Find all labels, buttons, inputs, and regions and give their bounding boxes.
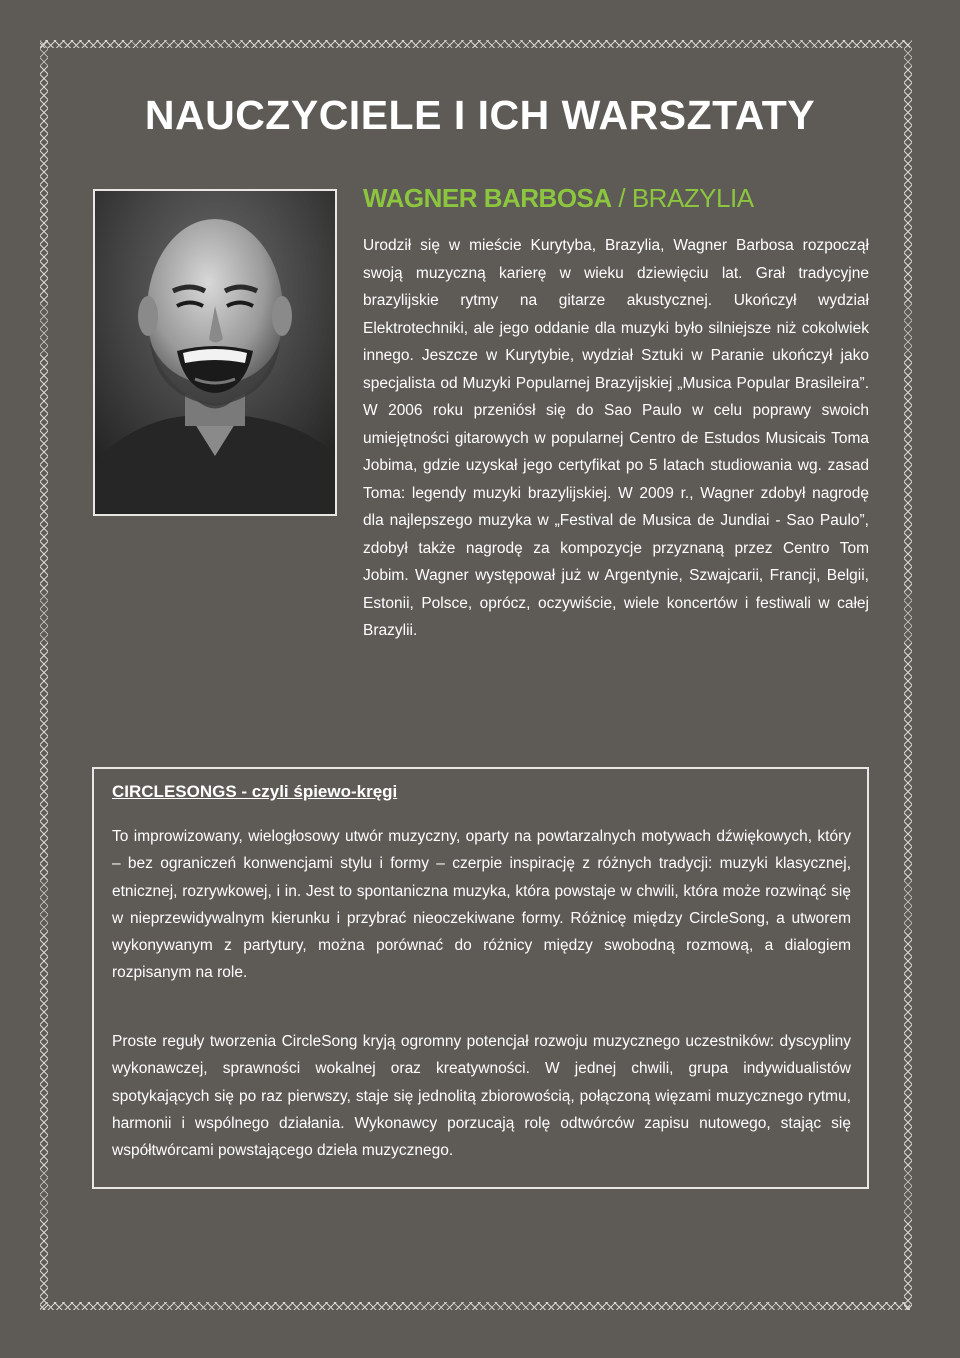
portrait-illustration [95, 191, 335, 514]
decorative-border-right [904, 40, 912, 1310]
teacher-country: BRAZYLIA [631, 183, 754, 213]
decorative-border-left [40, 40, 48, 1310]
decorative-border-top [40, 40, 910, 48]
teacher-bio: Urodził się w mieście Kurytyba, Brazylia, Wagner Barbosa rozpoczął swoją muzyczną karierę w wieku dziewięciu lat. Grał tradycyjne brazylijskie rytmy na gitarze akustycznej. Ukończył wydział Elektrotechniki, ale jego oddanie dla muzyki było silniejsze niż cokolwiek innego. Jeszcze w Kurytybie, wydział Sztuki w Paranie ukończył jako specjalista od Muzyki Popularnej Brazyijskiej „Musica Popular Brasileira”. W 2006 roku przeniósł się do Sao Paulo w celu poprawy swoich umiejętności gitarowych w popularnej Centro de Estudos Musicais Toma Jobima, gdzie uzyskał jego certyfikat po 5 latach studiowania wg. zasad Toma: legendy muzyki brazylijskiej. W 2009 r., Wagner zdobył nagrodę dla najlepszego muzyka w „Festival de Musica de Jundiai - Sao Paulo”, zdobył także nagrodę za kompozycje przyznaną przez Centro Tom Jobim. Wagner występował już w Argentynie, Szwajcarii, Francji, Belgii, Estonii, Polsce, oprócz, oczywiście, wiele koncertów i festiwali w całej Brazylii. [363, 237, 869, 639]
teacher-name: WAGNER BARBOSA [363, 183, 612, 213]
circlesongs-paragraph-2: Proste reguły tworzenia CircleSong kryją ogromny potencjał rozwoju muzycznego uczestników: dyscypliny wykonawczej, sprawności wokalnej oraz kreatywności. W jednej chwili, grupa indywidualistów spotykających się po raz pierwszy, staje się jednolitą zbiorowością, połączoną więzami muzycznego rytmu, harmonii i wspólnego działania. Wykonawcy porzucają rolę odtwórców zapisu nutowego, stając się współtwórcami powstającego dzieła muzycznego. [112, 1033, 851, 1160]
circlesongs-title: CIRCLESONGS - czyli śpiewo-kręgi [112, 782, 398, 801]
teacher-portrait-photo [93, 189, 337, 516]
circlesongs-info-box [92, 767, 869, 1189]
teacher-name-separator: / [611, 183, 632, 213]
teacher-heading [363, 183, 754, 214]
page-title: NAUCZYCIELE I ICH WARSZTATY [144, 92, 816, 138]
circlesongs-paragraph-1: To improwizowany, wielogłosowy utwór muzyczny, oparty na powtarzalnych motywach dźwiękowych, który – bez ograniczeń konwencjami stylu i formy – czerpie inspirację z różnych tradycji: muzyki klasycznej, etnicznej, rozrywkowej, i in. Jest to spontaniczna muzyka, która powstaje w chwili, która może rozwinąć się w nieprzewidywalnym kierunku i przybrać nieoczekiwane formy. Różnicę między CircleSong, a utworem wykonywanym z partytury, można porównać do różnicy między swobodną rozmową, a dialogiem rozpisanym na role. [112, 828, 851, 982]
decorative-border-bottom [40, 1302, 910, 1310]
